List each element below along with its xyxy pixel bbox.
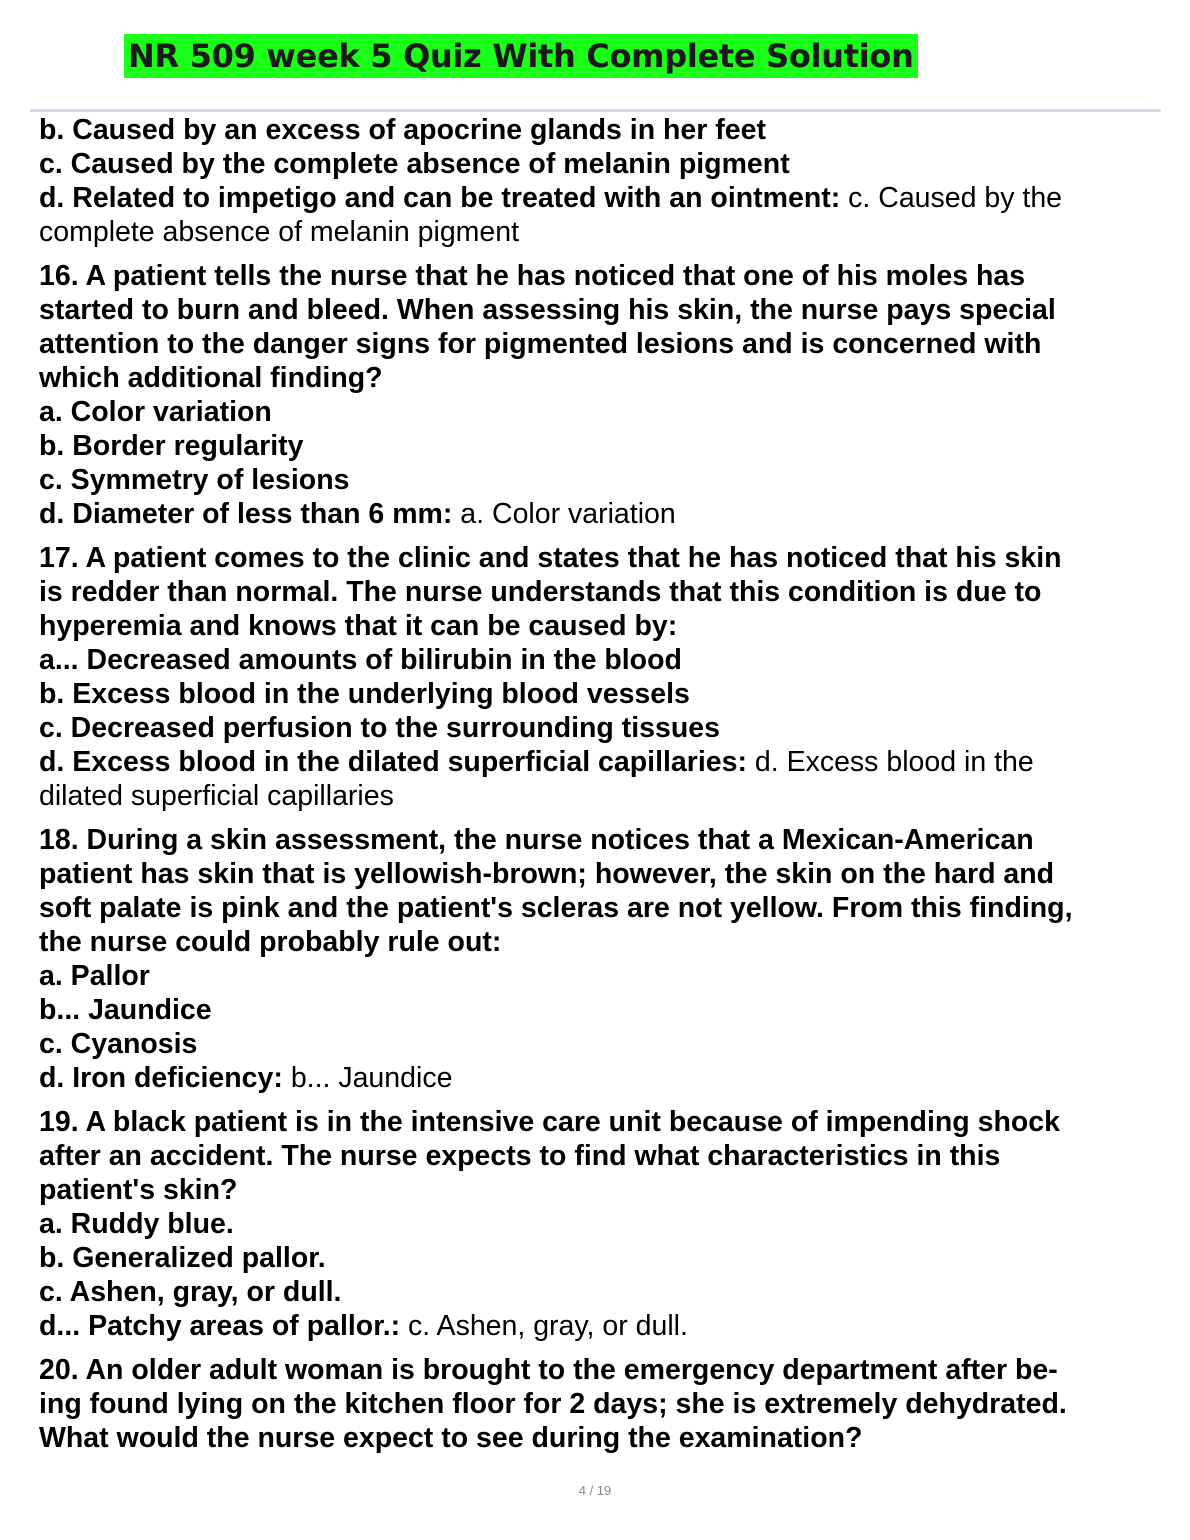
question-text: 20. An older adult woman is brought to the emergency department after be- bbox=[39, 1354, 1058, 1386]
page-number: 4 / 19 bbox=[578, 1483, 612, 1498]
question-text: ing found lying on the kitchen floor for 2 days; she is extremely dehydrated. bbox=[39, 1388, 1067, 1420]
option-d-label: d... Patchy areas of pallor.: bbox=[39, 1310, 401, 1342]
option-a: a. Ruddy blue. bbox=[39, 1208, 234, 1240]
answer-text-continued: dilated superficial capillaries bbox=[39, 780, 394, 812]
question-text: soft palate is pink and the patient's scleras are not yellow. From this finding, bbox=[39, 892, 1073, 924]
question-text: which additional finding? bbox=[39, 362, 383, 394]
answer-text: c. Ashen, gray, or dull. bbox=[408, 1310, 688, 1342]
question-text: 19. A black patient is in the intensive care unit because of impending shock bbox=[39, 1106, 1060, 1138]
answer-text: b... Jaundice bbox=[290, 1062, 453, 1094]
option-b: b. Caused by an excess of apocrine glands in her feet bbox=[39, 114, 766, 146]
option-d-with-answer bbox=[39, 745, 1157, 779]
option-b: b. Excess blood in the underlying blood vessels bbox=[39, 678, 690, 710]
option-b: b. Border regularity bbox=[39, 430, 304, 462]
option-d-with-answer bbox=[39, 1061, 1157, 1095]
option-b: b. Generalized pallor. bbox=[39, 1242, 326, 1274]
option-a: a. Pallor bbox=[39, 960, 150, 992]
question-text: patient's skin? bbox=[39, 1174, 238, 1206]
question-16 bbox=[39, 259, 1157, 531]
option-b: b... Jaundice bbox=[39, 994, 212, 1026]
option-c: c. Symmetry of lesions bbox=[39, 464, 350, 496]
option-a: a... Decreased amounts of bilirubin in the blood bbox=[39, 644, 682, 676]
option-c: c. Cyanosis bbox=[39, 1028, 198, 1060]
option-a: a. Color variation bbox=[39, 396, 272, 428]
answer-text: c. Caused by the bbox=[848, 182, 1063, 214]
option-d-with-answer bbox=[39, 1309, 1157, 1343]
question-18 bbox=[39, 823, 1157, 1095]
question-text: started to burn and bleed. When assessing his skin, the nurse pays special bbox=[39, 294, 1056, 326]
option-d-label: d. Related to impetigo and can be treated with an ointment: bbox=[39, 182, 841, 214]
option-c: c. Decreased perfusion to the surrounding tissues bbox=[39, 712, 720, 744]
question-20 bbox=[39, 1353, 1157, 1455]
question-text: the nurse could probably rule out: bbox=[39, 926, 502, 958]
option-c: c. Ashen, gray, or dull. bbox=[39, 1276, 342, 1308]
option-d-label: d. Diameter of less than 6 mm: bbox=[39, 498, 453, 530]
question-text: hyperemia and knows that it can be caused by: bbox=[39, 610, 678, 642]
quiz-content bbox=[39, 113, 1157, 1455]
question-text: attention to the danger signs for pigmented lesions and is concerned with bbox=[39, 328, 1042, 360]
answer-text-continued: complete absence of melanin pigment bbox=[39, 216, 520, 248]
question-17 bbox=[39, 541, 1157, 813]
option-d-label: d. Excess blood in the dilated superficial capillaries: bbox=[39, 746, 747, 778]
option-d-label: d. Iron deficiency: bbox=[39, 1062, 283, 1094]
question-text: 18. During a skin assessment, the nurse notices that a Mexican-American bbox=[39, 824, 1034, 856]
question-text: after an accident. The nurse expects to find what characteristics in this bbox=[39, 1140, 1001, 1172]
question-text: patient has skin that is yellowish-brown; however, the skin on the hard and bbox=[39, 858, 1055, 890]
question-text: is redder than normal. The nurse understands that this condition is due to bbox=[39, 576, 1042, 608]
answer-text: d. Excess blood in the bbox=[754, 746, 1034, 778]
question-text: What would the nurse expect to see during the examination? bbox=[39, 1422, 863, 1454]
question-text: 17. A patient comes to the clinic and states that he has noticed that his skin bbox=[39, 542, 1062, 574]
question-text: 16. A patient tells the nurse that he has noticed that one of his moles has bbox=[39, 260, 1026, 292]
question-15-tail bbox=[39, 113, 1157, 249]
answer-text: a. Color variation bbox=[460, 498, 676, 530]
header-divider bbox=[30, 109, 1161, 112]
document-title: NR 509 week 5 Quiz With Complete Solution bbox=[124, 34, 918, 78]
option-c: c. Caused by the complete absence of melanin pigment bbox=[39, 148, 790, 180]
option-d-with-answer bbox=[39, 181, 1157, 215]
question-19 bbox=[39, 1105, 1157, 1343]
option-d-with-answer bbox=[39, 497, 1157, 531]
